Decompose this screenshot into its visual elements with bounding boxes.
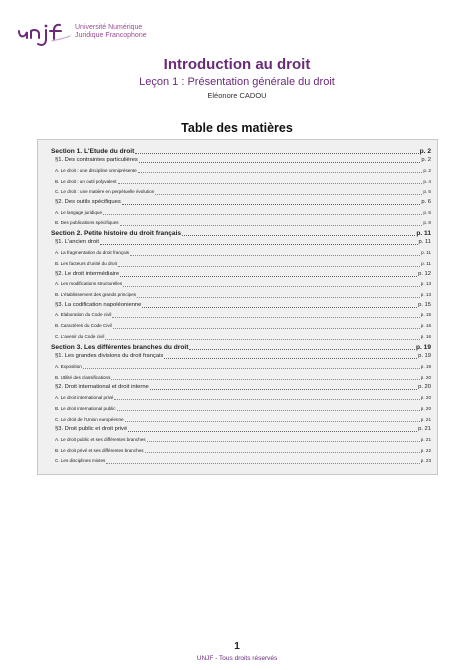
toc-entry-title: §1. Les grandes divisions du droit français [55, 353, 164, 360]
toc-entry-page: p. 20 [420, 405, 431, 411]
toc-entry-page: p. 16 [420, 334, 431, 340]
dot-leader [111, 379, 419, 380]
toc-entry[interactable] [51, 269, 431, 279]
dot-leader [145, 452, 420, 453]
toc-entry-page: p. 2 [419, 147, 431, 155]
toc-entry-title: B. Utilité des classifications [55, 374, 111, 380]
toc-entry-page: p. 23 [420, 458, 431, 464]
toc-entry-title: B. Le droit privé et ses différentes branches [55, 447, 144, 453]
toc-entry-page: p. 4 [423, 178, 431, 184]
toc-entry-page: p. 20 [420, 394, 431, 400]
toc-entry-page: p. 20 [420, 374, 431, 380]
dot-leader [118, 183, 423, 184]
toc-entry[interactable] [51, 361, 431, 372]
toc-entry-page: p. 21 [420, 416, 431, 422]
toc-entry-page: p. 8 [423, 220, 431, 226]
toc-entry-page: p. 21 [418, 426, 431, 433]
toc-entry[interactable] [51, 289, 431, 300]
toc-entry-title: Section 1. L'Etude du droit [51, 147, 135, 155]
toc-entry-title: C. L'avenir du Code civil [55, 334, 105, 340]
dot-leader [122, 204, 421, 205]
toc-entry[interactable] [51, 425, 431, 435]
toc-entry-title: A. Le langage juridique [55, 209, 102, 215]
toc-entry[interactable] [51, 247, 431, 258]
toc-entry-title: Section 3. Les différentes branches du droit [51, 343, 189, 351]
toc-entry[interactable] [51, 187, 431, 198]
dot-leader [120, 225, 423, 226]
toc-entry-page: p. 2 [421, 157, 431, 163]
toc-entry[interactable] [51, 342, 431, 352]
toc-entry-page: p. 22 [420, 447, 431, 453]
logo-line-1: Université Numérique [75, 24, 143, 31]
toc-entry-title: §2. Des outils spécifiques [55, 198, 121, 205]
toc-entry[interactable] [51, 372, 431, 383]
toc-entry[interactable] [51, 414, 431, 425]
dot-leader [139, 162, 421, 163]
toc-entry-title: A. Le droit international privé [55, 394, 114, 400]
toc-entry[interactable] [51, 456, 431, 467]
toc-entry-page: p. 19 [418, 353, 431, 360]
dot-leader [106, 463, 419, 464]
toc-entry-title: Section 2. Petite histoire du droit français [51, 229, 182, 237]
dot-leader [189, 349, 415, 350]
document-title: Introduction au droit [163, 56, 311, 73]
toc-entry-title: B. L'établissement des grands principes [55, 292, 137, 298]
toc-entry-page: p. 21 [420, 436, 431, 442]
toc-entry-title: §2. Le droit intermédiaire [55, 270, 120, 277]
dot-leader [182, 235, 415, 236]
toc-entry-page: p. 2 [423, 167, 431, 173]
toc-entry[interactable] [51, 165, 431, 176]
toc-entry-title: C. Les disciplines mixtes [55, 458, 106, 464]
page-number: 1 [234, 641, 240, 652]
toc-entry-page: p. 19 [420, 363, 431, 369]
unjf-logo [16, 22, 147, 48]
toc-entry-title: A. Le droit public et ses différentes branches [55, 436, 146, 442]
dot-leader [83, 368, 420, 369]
toc-entry-page: p. 12 [418, 270, 431, 277]
toc-entry-title: A. Elaboration du Code civil [55, 312, 112, 318]
toc-entry[interactable] [51, 403, 431, 414]
document-author: Eléonore CADOU [207, 91, 267, 100]
dot-leader [114, 399, 419, 400]
toc-entry[interactable] [51, 156, 431, 166]
toc-entry[interactable] [51, 310, 431, 321]
toc-entry-page: p. 11 [421, 250, 431, 256]
table-of-contents [37, 139, 438, 475]
toc-entry[interactable] [51, 445, 431, 456]
toc-entry-title: §1. L'ancien droit [55, 239, 99, 246]
dot-leader [155, 194, 422, 195]
toc-entry[interactable] [51, 300, 431, 310]
toc-heading: Table des matières [181, 121, 293, 135]
toc-entry[interactable] [51, 383, 431, 393]
toc-entry[interactable] [51, 218, 431, 229]
toc-entry[interactable] [51, 320, 431, 331]
toc-entry-page: p. 15 [418, 301, 431, 308]
toc-entry-page: p. 5 [423, 189, 431, 195]
toc-entry[interactable] [51, 228, 431, 238]
dot-leader [142, 307, 417, 308]
toc-entry-title: B. Le droit : un outil polyvalent [55, 178, 117, 184]
toc-entry[interactable] [51, 279, 431, 290]
dot-leader [100, 244, 418, 245]
toc-entry-title: B. Des publications spécifiques [55, 220, 119, 226]
logo-line-2: Juridique Francophone [75, 31, 147, 39]
unjf-logo-mark [16, 22, 72, 48]
toc-entry-title: §3. La codification napoléonienne [55, 301, 142, 308]
dot-leader [128, 431, 417, 432]
logo-caption [75, 24, 147, 39]
toc-entry-page: p. 13 [420, 292, 431, 298]
toc-entry-title: A. Les modifications structurelles [55, 281, 123, 287]
footer-copyright: UNJF - Tous droits réservés [196, 655, 278, 662]
dot-leader [118, 266, 420, 267]
dot-leader [103, 214, 422, 215]
toc-entry-page: p. 6 [423, 209, 431, 215]
toc-entry-page: p. 20 [418, 384, 431, 391]
toc-entry-page: p. 16 [420, 323, 431, 329]
toc-list [51, 146, 431, 466]
document-subtitle: Leçon 1 : Présentation générale du droit [139, 76, 335, 88]
dot-leader [113, 328, 420, 329]
document-header [0, 56, 474, 101]
toc-entry[interactable] [51, 146, 431, 156]
toc-entry-title: A. La fragmentation du droit français [55, 250, 130, 256]
toc-entry-page: p. 11 [418, 239, 431, 246]
toc-entry-title: A. Exposition [55, 363, 82, 369]
toc-entry[interactable] [51, 434, 431, 445]
toc-entry[interactable] [51, 238, 431, 248]
toc-entry-title: §3. Droit public et droit privé [55, 426, 128, 433]
dot-leader [150, 389, 417, 390]
toc-entry-page: p. 11 [416, 229, 431, 237]
toc-entry-page: p. 11 [421, 261, 431, 267]
toc-entry[interactable] [51, 352, 431, 362]
toc-entry[interactable] [51, 207, 431, 218]
dot-leader [135, 153, 418, 154]
dot-leader [137, 297, 420, 298]
toc-entry[interactable] [51, 392, 431, 403]
toc-entry-page: p. 19 [415, 343, 431, 351]
toc-entry-title: §1. Des contraintes particulières [55, 157, 138, 163]
dot-leader [117, 410, 420, 411]
toc-entry-page: p. 15 [420, 312, 431, 318]
dot-leader [105, 339, 419, 340]
toc-entry-page: p. 6 [421, 198, 431, 205]
toc-entry-title: B. Le droit international public [55, 405, 116, 411]
dot-leader [125, 421, 420, 422]
toc-entry[interactable] [51, 258, 431, 269]
toc-entry[interactable] [51, 331, 431, 342]
toc-entry[interactable] [51, 176, 431, 187]
toc-entry-title: C. Le droit de l'Union européenne [55, 416, 124, 422]
dot-leader [147, 441, 420, 442]
dot-leader [138, 172, 423, 173]
toc-entry-title: C. Le droit : une matière en perpétuelle évolution [55, 189, 155, 195]
dot-leader [112, 317, 419, 318]
dot-leader [130, 255, 420, 256]
dot-leader [123, 286, 420, 287]
toc-entry[interactable] [51, 197, 431, 207]
dot-leader [164, 358, 417, 359]
toc-entry-title: B. Caractères du Code Civil [55, 323, 112, 329]
toc-entry-page: p. 13 [420, 281, 431, 287]
toc-entry-title: §2. Droit international et droit interne [55, 384, 149, 391]
dot-leader [120, 276, 417, 277]
toc-entry-title: A. Le droit : une discipline omniprésente [55, 167, 137, 173]
toc-entry-title: B. Les facteurs d'unité du droit [55, 261, 117, 267]
